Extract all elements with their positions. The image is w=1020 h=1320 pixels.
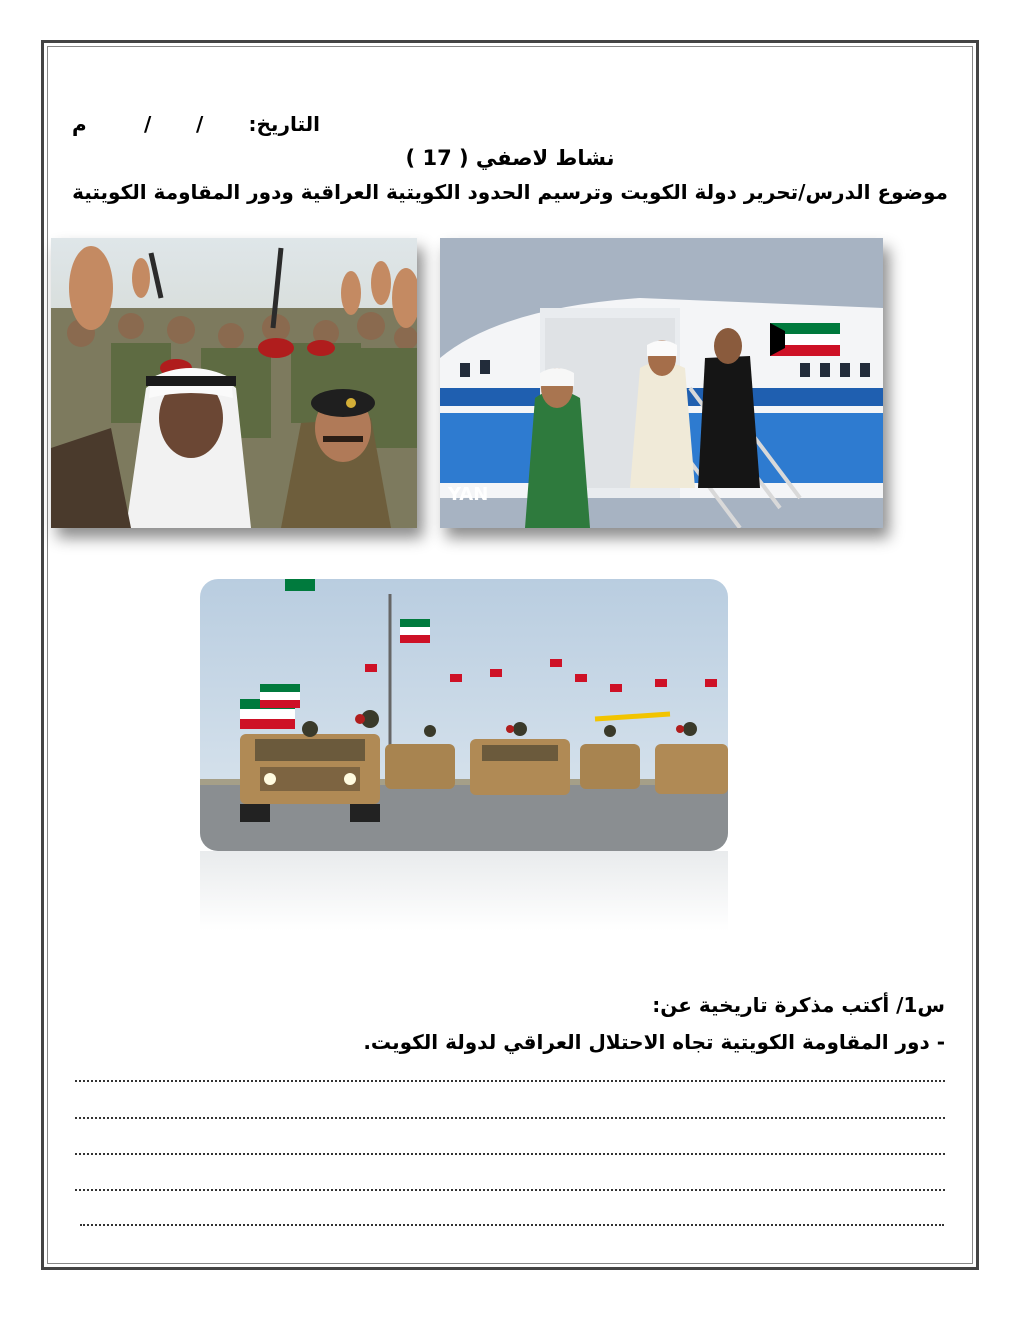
airplane-arrival-photo: [440, 238, 883, 528]
date-suffix: م: [72, 112, 87, 136]
date-label: التاريخ:: [248, 112, 320, 136]
date-separator: /: [144, 112, 152, 136]
lesson-subject: موضوع الدرس/تحرير دولة الكويت وترسيم الحدود الكويتية العراقية ودور المقاومة الكويتية: [72, 180, 948, 204]
answer-line[interactable]: [75, 1189, 945, 1191]
date-separator: /: [196, 112, 204, 136]
answer-line[interactable]: [75, 1080, 945, 1082]
military-parade-photo: [200, 579, 728, 851]
crowd-celebration-photo: [51, 238, 417, 528]
answer-line[interactable]: [75, 1153, 945, 1155]
photo-reflection: [200, 851, 728, 931]
activity-title: نشاط لاصفي ( 17 ): [405, 146, 615, 170]
answer-line[interactable]: [75, 1117, 945, 1119]
question-item: - دور المقاومة الكويتية تجاه الاحتلال العراقي لدولة الكويت.: [363, 1030, 945, 1054]
answer-line[interactable]: [80, 1224, 944, 1226]
question-prompt: س1/ أكتب مذكرة تاريخية عن:: [652, 993, 945, 1017]
airline-logo-text: YAN: [448, 484, 489, 505]
